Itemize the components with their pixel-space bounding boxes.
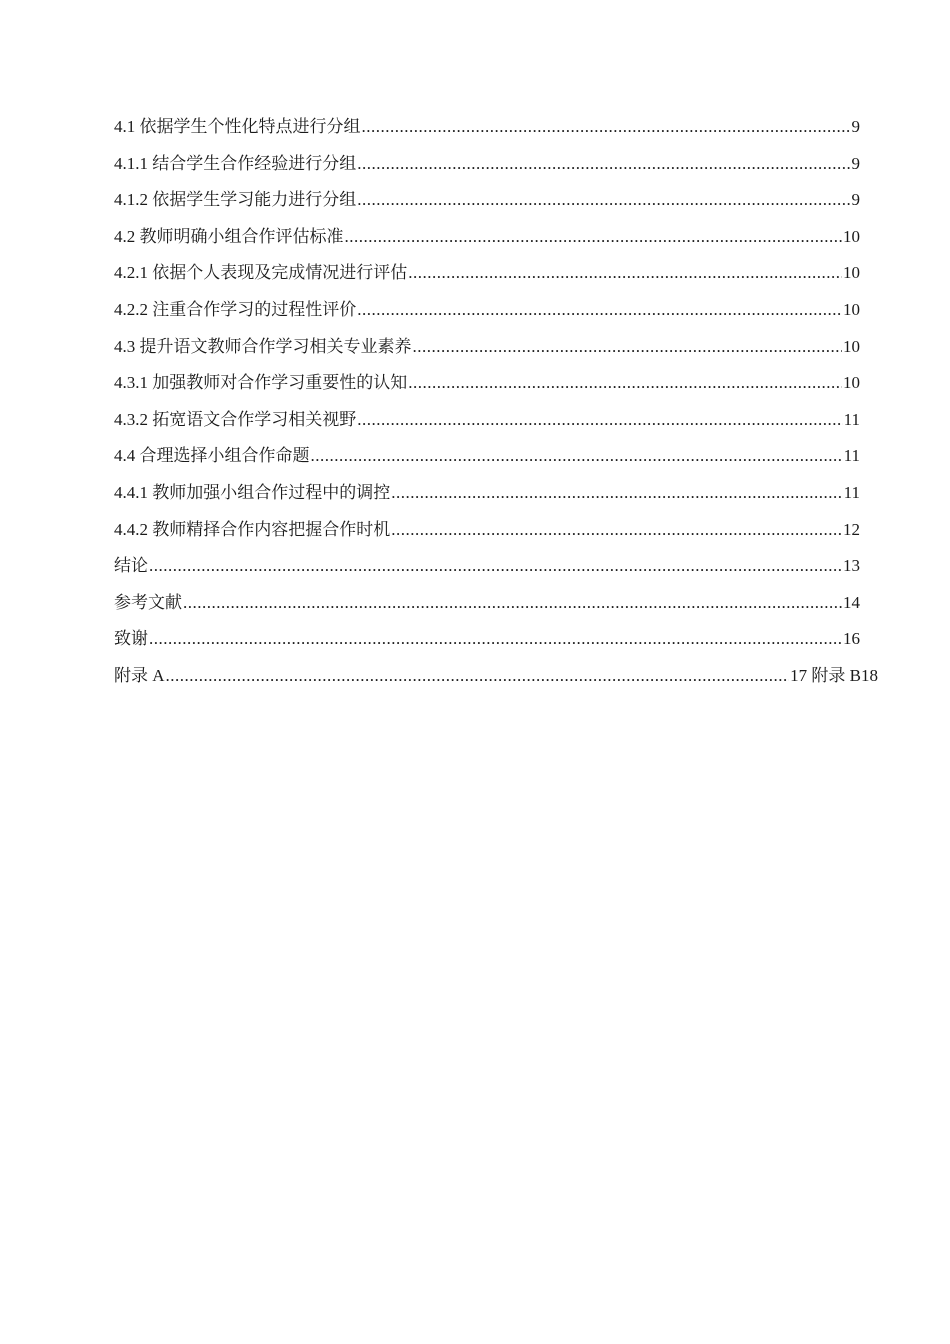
toc-entry-page: 11 — [843, 409, 860, 429]
toc-entry-page: 13 — [843, 556, 860, 576]
dot-leader — [183, 590, 842, 616]
toc-entry-page: 10 — [843, 263, 860, 283]
toc-entry-title: 4.3.1 加强教师对合作学习重要性的认知 — [114, 373, 408, 393]
toc-entry-title: 4.4 合理选择小组合作命题 — [114, 446, 310, 466]
toc-entry[interactable] — [114, 187, 860, 224]
toc-entry-title: 4.2 教师明确小组合作评估标准 — [114, 226, 344, 246]
dot-leader — [391, 517, 842, 543]
toc-entry-title: 4.2.1 依据个人表现及完成情况进行评估 — [114, 263, 408, 283]
toc-entry-page: 9 — [851, 153, 860, 173]
dot-leader — [408, 370, 842, 396]
toc-entry-title: 参考文献 — [114, 592, 182, 612]
dot-leader — [357, 151, 850, 177]
dot-leader — [357, 187, 850, 213]
toc-entry-page: 9 — [851, 190, 860, 210]
dot-leader — [357, 297, 842, 323]
toc-entry[interactable] — [114, 443, 860, 480]
toc-entry-page: 10 — [843, 299, 860, 319]
dot-leader — [311, 443, 843, 469]
toc-entry[interactable] — [114, 407, 860, 444]
toc-entry[interactable] — [114, 590, 860, 627]
dot-leader — [408, 260, 842, 286]
toc-entry-title: 致谢 — [114, 629, 148, 649]
toc-entry-title: 结论 — [114, 556, 148, 576]
toc-entry-title: 4.3.2 拓宽语文合作学习相关视野 — [114, 409, 357, 429]
toc-entry[interactable] — [114, 297, 860, 334]
toc-entry[interactable] — [114, 334, 860, 371]
dot-leader — [149, 553, 842, 579]
toc-entry-page: 12 — [843, 519, 860, 539]
dot-leader — [345, 224, 843, 250]
toc-entry[interactable] — [114, 663, 878, 700]
toc-entry-title: 附录 A — [114, 665, 165, 685]
toc-entry[interactable] — [114, 370, 860, 407]
toc-entry[interactable] — [114, 517, 860, 554]
toc-entry[interactable] — [114, 114, 860, 151]
dot-leader — [391, 480, 842, 506]
toc-entry-page: 10 — [843, 336, 860, 356]
dot-leader — [357, 407, 842, 433]
toc-entry-page: 9 — [851, 117, 860, 136]
toc-entry-page: 14 — [843, 592, 860, 612]
toc-entry[interactable] — [114, 151, 860, 188]
toc-entry-title: 4.4.1 教师加强小组合作过程中的调控 — [114, 482, 391, 502]
toc-entry-title: 4.2.2 注重合作学习的过程性评价 — [114, 299, 357, 319]
toc-entry-page: 11 — [843, 482, 860, 502]
toc-entry-page: 11 — [843, 446, 860, 466]
toc-entry-page: 10 — [843, 226, 860, 246]
toc-entry[interactable] — [114, 260, 860, 297]
toc-entry-title: 4.1 依据学生个性化特点进行分组 — [114, 117, 361, 136]
toc-entry-title: 4.1.1 结合学生合作经验进行分组 — [114, 153, 357, 173]
dot-leader — [149, 626, 842, 652]
toc-entry[interactable] — [114, 224, 860, 261]
toc-entry-title: 4.4.2 教师精择合作内容把握合作时机 — [114, 519, 391, 539]
toc-entry[interactable] — [114, 480, 860, 517]
toc-entry-page: 17 附录 B18 — [790, 665, 878, 685]
table-of-contents — [114, 114, 878, 700]
dot-leader — [362, 114, 851, 140]
toc-entry[interactable] — [114, 626, 860, 663]
dot-leader — [413, 334, 843, 360]
dot-leader — [166, 663, 790, 689]
toc-entry[interactable] — [114, 553, 860, 590]
toc-entry-page: 10 — [843, 373, 860, 393]
toc-entry-title: 4.3 提升语文教师合作学习相关专业素养 — [114, 336, 412, 356]
toc-entry-title: 4.1.2 依据学生学习能力进行分组 — [114, 190, 357, 210]
toc-entry-page: 16 — [843, 629, 860, 649]
